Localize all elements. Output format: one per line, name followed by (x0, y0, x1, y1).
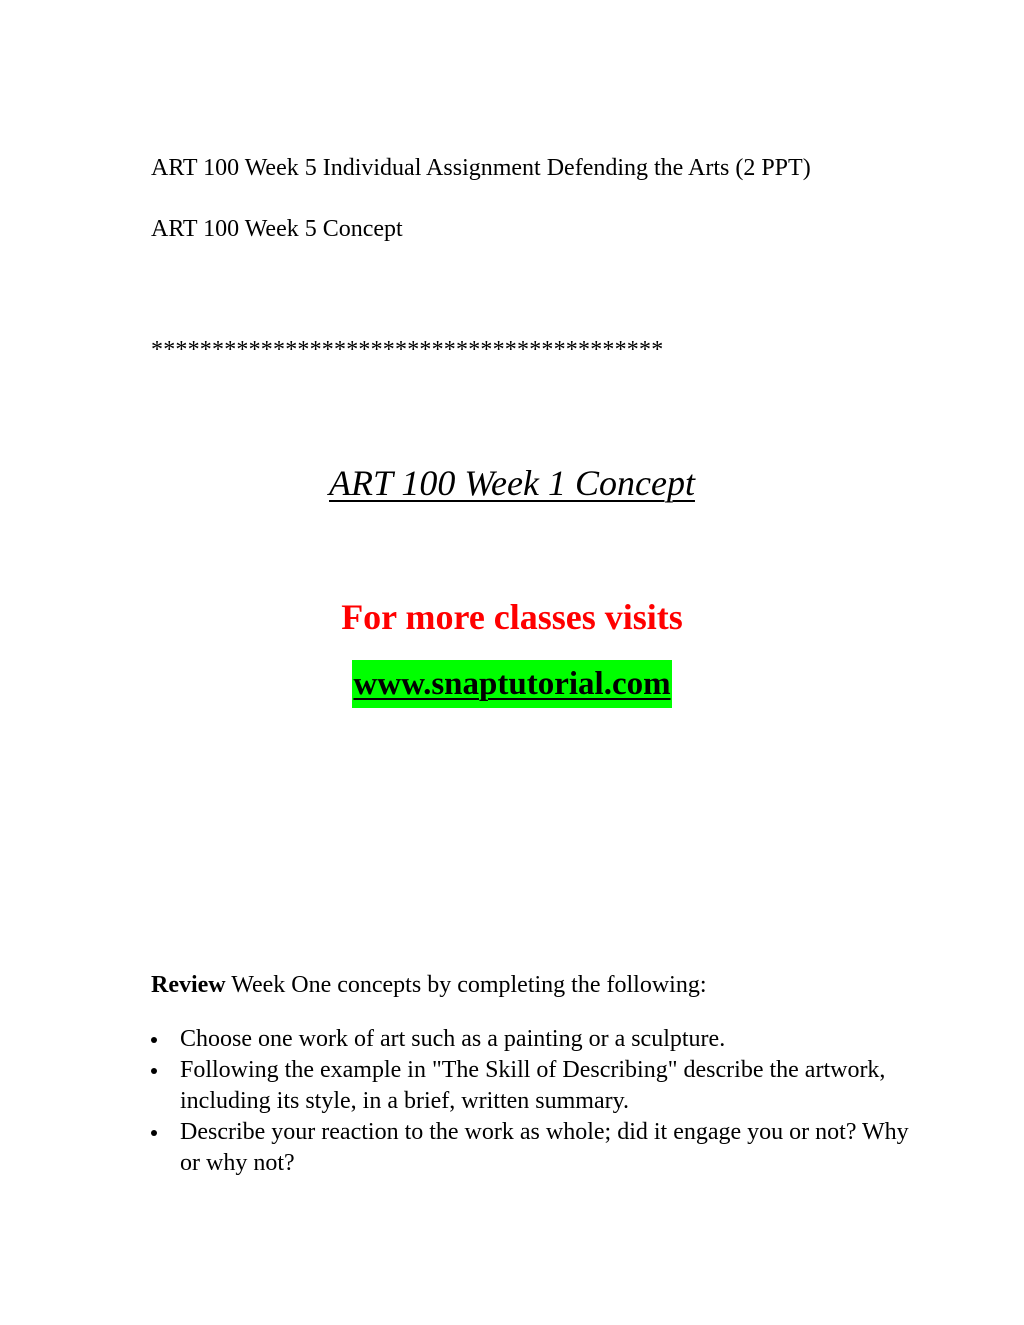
list-item (151, 1024, 911, 1055)
website-link[interactable]: www.snaptutorial.com (352, 660, 671, 708)
bullet-icon (151, 1068, 157, 1074)
bullet-icon (151, 1130, 157, 1136)
review-instruction (151, 970, 706, 1000)
page-heading: ART 100 Week 1 Concept (329, 463, 695, 503)
requirements-list (151, 1024, 911, 1179)
bullet-icon (151, 1037, 157, 1043)
concept-title-line: ART 100 Week 5 Concept (151, 216, 403, 242)
list-item-text: Describe your reaction to the work as whole; did it engage you or not? Why or why not? (180, 1119, 909, 1176)
assignment-title-line: ART 100 Week 5 Individual Assignment Defending the Arts (2 PPT) (151, 155, 811, 181)
url-container (0, 660, 1024, 708)
promo-text: For more classes visits (341, 597, 683, 637)
list-item (151, 1055, 911, 1117)
asterisk-separator: ****************************************** (151, 337, 664, 363)
list-item (151, 1117, 911, 1179)
list-item-text: Following the example in "The Skill of Describing" describe the artwork, including its style, in a brief, written summary. (180, 1057, 886, 1114)
review-bold-label: Review (151, 972, 226, 998)
list-item-text: Choose one work of art such as a painting or a sculpture. (180, 1026, 726, 1052)
review-instruction-text: Week One concepts by completing the following: (225, 972, 707, 998)
